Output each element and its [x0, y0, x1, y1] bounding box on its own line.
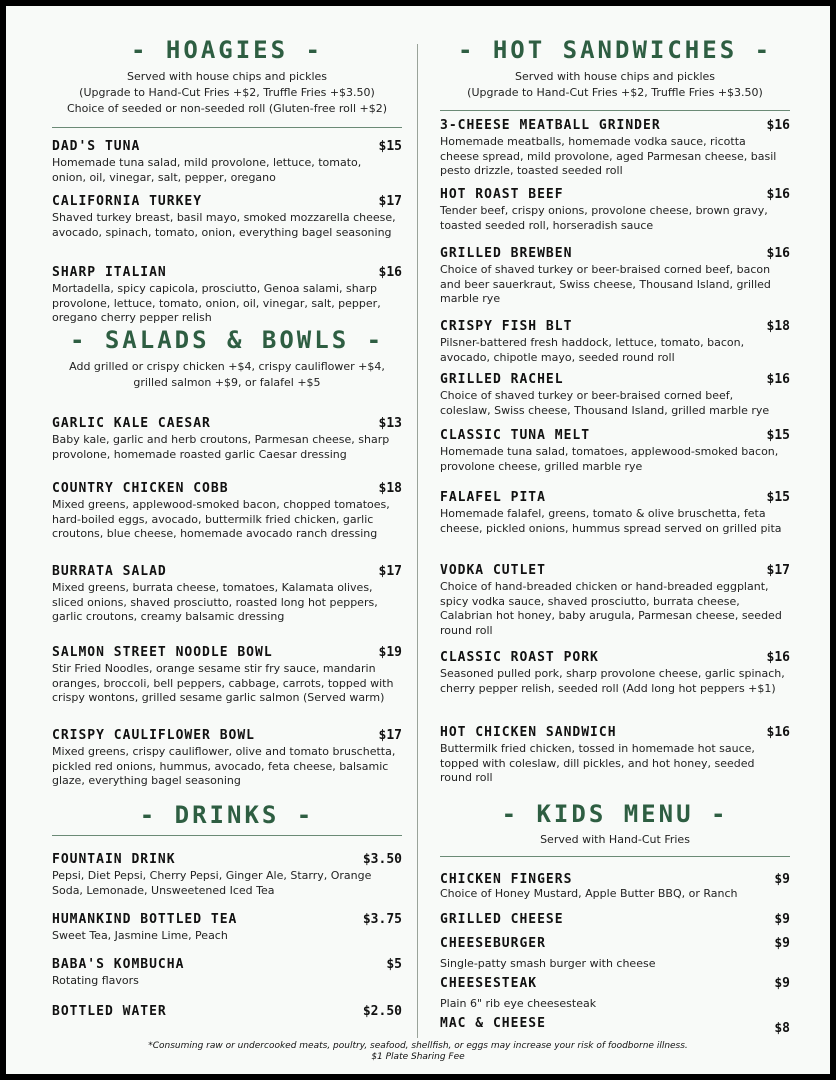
- item-price: $16: [766, 725, 790, 740]
- item-description: Buttermilk fried chicken, tossed in homemade hot sauce, topped with coleslaw, dill pickles, and hot honey, seeded round roll: [440, 742, 755, 784]
- item-name: GRILLED BREWBEN: [440, 246, 573, 261]
- item-price: $17: [378, 728, 402, 743]
- item-description: Homemade meatballs, homemade vodka sauce, ricotta cheese spread, mild provolone, aged Parmesan cheese, basil pesto drizzle, toasted seeded roll: [440, 135, 777, 177]
- kids-subtitle: Served with Hand-Cut Fries: [540, 833, 690, 846]
- item-description: Homemade tuna salad, tomatoes, applewood-smoked bacon, provolone cheese, grilled marble rye: [440, 445, 779, 473]
- menu-item: [440, 118, 790, 179]
- item-description: Single-patty smash burger with cheese: [440, 957, 656, 970]
- menu-item: [440, 650, 790, 696]
- item-price: $9: [774, 936, 790, 951]
- menu-item: [52, 194, 402, 240]
- menu-item: [440, 187, 790, 233]
- item-description: Choice of Honey Mustard, Apple Butter BBQ, or Ranch: [440, 887, 738, 900]
- item-name: 3-CHEESE MEATBALL GRINDER: [440, 118, 661, 133]
- item-price: $9: [774, 912, 790, 927]
- menu-item: [52, 912, 402, 944]
- item-description: Mixed greens, crispy cauliflower, olive and tomato bruschetta, pickled red onions, hummus, avocado, feta cheese, balsamic glaze, everything bagel seasoning: [52, 745, 396, 787]
- item-name: CHICKEN FINGERS: [440, 872, 573, 887]
- item-name: FOUNTAIN DRINK: [52, 852, 176, 867]
- item-price: $5: [386, 957, 402, 972]
- item-name: HOT CHICKEN SANDWICH: [440, 725, 617, 740]
- item-price: $19: [378, 645, 402, 660]
- item-name: HOT ROAST BEEF: [440, 187, 564, 202]
- section-heading-hoagies: - HOAGIES -: [131, 36, 323, 64]
- menu-item: [440, 490, 790, 536]
- menu-item: [440, 563, 790, 638]
- item-price: $3.50: [362, 852, 402, 867]
- item-price: $16: [766, 650, 790, 665]
- section-rule: [440, 110, 790, 111]
- item-price: $16: [766, 187, 790, 202]
- item-description: Choice of hand-breaded chicken or hand-breaded eggplant, spicy vodka sauce, shaved prosciutto, burrata cheese, Calabrian hot honey, baby arugula, Parmesan cheese, seeded round roll: [440, 580, 782, 637]
- menu-item: [440, 872, 790, 902]
- item-price: $15: [766, 428, 790, 443]
- item-name: COUNTRY CHICKEN COBB: [52, 481, 229, 496]
- item-description: Mixed greens, applewood-smoked bacon, chopped tomatoes, hard-boiled eggs, avocado, buttermilk fried chicken, garlic croutons, blue cheese, homemade avocado ranch dressing: [52, 498, 390, 540]
- menu-item: [52, 139, 402, 185]
- menu-page: [6, 6, 830, 1074]
- salads-subtitle: Add grilled or crispy chicken +$4, crispy cauliflower +$4, grilled salmon +$9, or falafel +$5: [69, 360, 385, 389]
- item-name: BURRATA SALAD: [52, 564, 167, 579]
- item-name: BABA'S KOMBUCHA: [52, 957, 185, 972]
- menu-item: [440, 1016, 790, 1036]
- item-description: Homemade falafel, greens, tomato & olive bruschetta, feta cheese, pickled onions, hummus spread served on grilled pita: [440, 507, 782, 535]
- footer-disclaimer: *Consuming raw or undercooked meats, poultry, seafood, shellfish, or eggs may increase your risk of foodborne illness. $1 Plate Sharing Fee: [148, 1041, 688, 1062]
- item-name: CALIFORNIA TURKEY: [52, 194, 203, 209]
- item-price: $16: [766, 118, 790, 133]
- item-name: CHEESESTEAK: [440, 976, 538, 991]
- item-description: Rotating flavors: [52, 974, 139, 987]
- section-heading-hot-sandwiches: - HOT SANDWICHES -: [457, 36, 773, 64]
- hoagies-subtitle: Served with house chips and pickles (Upgrade to Hand-Cut Fries +$2, Truffle Fries +$3.50) Choice of seeded or non-seeded roll (Gluten-free roll +$2): [66, 70, 388, 115]
- item-description: Plain 6" rib eye cheesesteak: [440, 997, 597, 1010]
- section-heading-drinks: - DRINKS -: [139, 801, 315, 829]
- item-description: Mortadella, spicy capicola, prosciutto, Genoa salami, sharp provolone, lettuce, tomato, onion, oil, vinegar, salt, pepper, oregano cherry pepper relish: [52, 282, 381, 324]
- item-price: $13: [378, 416, 402, 431]
- item-description: Baby kale, garlic and herb croutons, Parmesan cheese, sharp provolone, homemade roasted garlic Caesar dressing: [52, 433, 390, 461]
- item-name: VODKA CUTLET: [440, 563, 546, 578]
- menu-item: [52, 645, 402, 706]
- item-price: $18: [766, 319, 790, 334]
- item-description: Seasoned pulled pork, sharp provolone cheese, garlic spinach, cherry pepper relish, seeded roll (Add long hot peppers +$1): [440, 667, 785, 695]
- menu-item: [52, 481, 402, 542]
- item-price: $17: [378, 564, 402, 579]
- item-price: $2.50: [362, 1004, 402, 1019]
- item-name: CLASSIC TUNA MELT: [440, 428, 591, 443]
- menu-item: [52, 265, 402, 326]
- menu-item: [52, 1004, 402, 1019]
- item-price: $15: [766, 490, 790, 505]
- item-price: $16: [378, 265, 402, 280]
- menu-item: [440, 428, 790, 474]
- item-price: $16: [766, 246, 790, 261]
- item-price: $16: [766, 372, 790, 387]
- item-name: FALAFEL PITA: [440, 490, 546, 505]
- menu-item: [440, 976, 790, 1012]
- item-description: Tender beef, crispy onions, provolone cheese, brown gravy, toasted seeded roll, horseradish sauce: [440, 204, 768, 232]
- section-heading-kids: - KIDS MENU -: [501, 800, 729, 828]
- menu-item: [52, 957, 402, 989]
- menu-item: [440, 372, 790, 418]
- section-rule: [52, 835, 402, 836]
- item-price: $15: [378, 139, 402, 154]
- item-name: CLASSIC ROAST PORK: [440, 650, 599, 665]
- item-description: Sweet Tea, Jasmine Lime, Peach: [52, 929, 228, 942]
- menu-item: [440, 725, 790, 786]
- item-price: $8: [774, 1021, 790, 1036]
- menu-item: [440, 936, 790, 972]
- item-name: SALMON STREET NOODLE BOWL: [52, 645, 273, 660]
- item-name: BOTTLED WATER: [52, 1004, 167, 1019]
- item-name: GRILLED CHEESE: [440, 912, 564, 927]
- item-price: $9: [774, 976, 790, 991]
- item-price: $18: [378, 481, 402, 496]
- menu-item: [52, 564, 402, 625]
- item-description: Choice of shaved turkey or beer-braised corned beef, coleslaw, Swiss cheese, Thousand Island, grilled marble rye: [440, 389, 770, 417]
- section-rule: [52, 127, 402, 128]
- item-name: CRISPY FISH BLT: [440, 319, 573, 334]
- item-description: Shaved turkey breast, basil mayo, smoked mozzarella cheese, avocado, spinach, tomato, onion, everything bagel seasoning: [52, 211, 396, 239]
- item-name: HUMANKIND BOTTLED TEA: [52, 912, 238, 927]
- item-name: CRISPY CAULIFLOWER BOWL: [52, 728, 256, 743]
- item-price: $17: [378, 194, 402, 209]
- menu-item: [440, 319, 790, 365]
- item-name: SHARP ITALIAN: [52, 265, 167, 280]
- section-heading-salads: - SALADS & BOWLS -: [69, 326, 385, 354]
- item-description: Mixed greens, burrata cheese, tomatoes, Kalamata olives, sliced onions, shaved prosciutto, roasted long hot peppers, garlic croutons, creamy balsamic dressing: [52, 581, 378, 623]
- section-rule: [440, 856, 790, 857]
- item-description: Homemade tuna salad, mild provolone, lettuce, tomato, onion, oil, vinegar, salt, pepper, oregano: [52, 156, 362, 184]
- menu-item: [52, 728, 402, 789]
- item-description: Stir Fried Noodles, orange sesame stir fry sauce, mandarin oranges, broccoli, bell peppers, cabbage, carrots, topped with crispy wontons, grilled sesame garlic salmon (Served warm): [52, 662, 394, 704]
- item-name: GRILLED RACHEL: [440, 372, 564, 387]
- menu-item: [52, 852, 402, 898]
- item-name: MAC & CHEESE: [440, 1016, 546, 1031]
- item-description: Pilsner-battered fresh haddock, lettuce, tomato, bacon, avocado, chipotle mayo, seeded round roll: [440, 336, 745, 364]
- hot-sandwiches-subtitle: Served with house chips and pickles (Upgrade to Hand-Cut Fries +$2, Truffle Fries +$3.50): [467, 70, 763, 99]
- item-price: $9: [774, 872, 790, 887]
- item-price: $3.75: [362, 912, 402, 927]
- item-name: CHEESEBURGER: [440, 936, 546, 951]
- column-divider: [417, 44, 418, 1038]
- menu-item: [440, 912, 790, 927]
- item-name: DAD'S TUNA: [52, 139, 141, 154]
- menu-item: [440, 246, 790, 307]
- item-name: GARLIC KALE CAESAR: [52, 416, 211, 431]
- item-price: $17: [766, 563, 790, 578]
- menu-item: [52, 416, 402, 462]
- item-description: Choice of shaved turkey or beer-braised corned beef, bacon and beer sauerkraut, Swiss cheese, Thousand Island, grilled marble rye: [440, 263, 771, 305]
- item-description: Pepsi, Diet Pepsi, Cherry Pepsi, Ginger Ale, Starry, Orange Soda, Lemonade, Unsweetened Iced Tea: [52, 869, 372, 897]
